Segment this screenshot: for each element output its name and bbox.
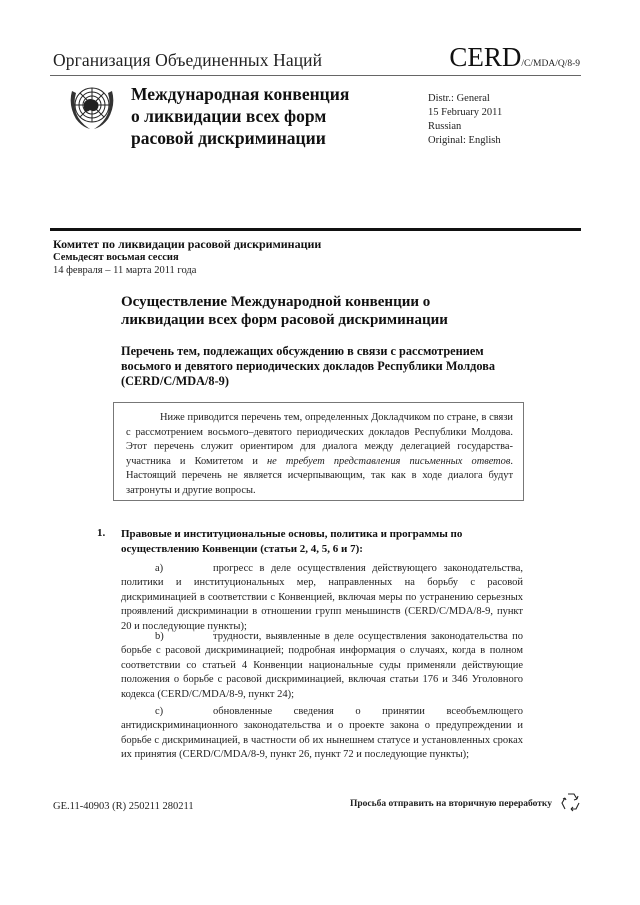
header-rule <box>50 75 581 76</box>
item-label: b) <box>155 631 164 642</box>
session-name: Семьдесят восьмая сессия <box>53 252 179 263</box>
issue-date: 15 February 2011 <box>428 107 503 118</box>
symbol-suffix: /C/MDA/Q/8-9 <box>521 59 580 69</box>
un-emblem-icon <box>64 79 120 135</box>
document-title: Осуществление Международной конвенции о ликвидации всех форм расовой дискриминации <box>121 294 448 328</box>
section-rule <box>50 228 581 231</box>
item-label: c) <box>155 706 164 717</box>
item-text: трудности, выявленные в деле осуществления законодательства по борьбе с расовой дискриминацией; подробная информация о случаях, когда в полном соответствии со статьей 4 Конвенции национальные суды применяли действующие положения о борьбе с расовой дискриминацией, включая статьи 176 и 346 Уголовного кодекса (CERD/C/MDA/8-9, пункт 24); <box>121 631 523 700</box>
convention-title-line: о ликвидации всех форм <box>131 106 327 126</box>
list-item <box>121 562 523 634</box>
original-language: Original: English <box>428 135 501 146</box>
language: Russian <box>428 121 462 132</box>
recycle-note: Просьба отправить на вторичную переработку <box>350 799 552 809</box>
introductory-note-box <box>113 402 524 501</box>
distribution-block <box>428 92 502 148</box>
recycle-icon <box>561 791 581 813</box>
convention-title-line: Международная конвенция <box>131 84 350 104</box>
section-title: Правовые и институциональные основы, политика и программы по осуществлению Конвенции (статьи 2, 4, 5, 6 и 7): <box>121 528 463 555</box>
list-item <box>121 705 523 763</box>
convention-title-line: расовой дискриминации <box>131 128 326 148</box>
document-symbol <box>449 42 580 73</box>
distr-label: Distr.: General <box>428 93 490 104</box>
item-text: прогресс в деле осуществления действующего законодательства, политики и институциональных мер, направленных на борьбу с расовой дискриминацией в соответствии с Конвенцией, включая меры по устранению серьезных проявлений дискриминации в отношении групп меньшинств (CERD/C/MDA/8-9, пункт 20 и последующие пункты); <box>121 563 523 632</box>
list-item <box>121 630 523 702</box>
item-text: обновленные сведения о принятии всеобъемлющего антидискриминационного законодательства и о проекте закона о предупреждении и борьбе с дискриминацией, в частности об их нынешнем статусе и установленных сроках их принятия (CERD/C/MDA/8-9, пункт 26, пункт 72 и последующие пункты); <box>121 706 523 761</box>
session-dates: 14 февраля – 11 марта 2011 года <box>53 265 197 276</box>
committee-name: Комитет по ликвидации расовой дискриминации <box>53 237 322 251</box>
convention-title <box>131 83 349 149</box>
document-subtitle: Перечень тем, подлежащих обсуждению в связи с рассмотрением восьмого и девятого периодических докладов Республики Молдова (CERD/C/MDA/8-9) <box>121 344 496 388</box>
item-label: a) <box>155 563 164 574</box>
note-italic-text: не требует представления письменных ответов <box>267 455 511 467</box>
symbol-main: CERD <box>449 42 522 72</box>
note-text-end: . Настоящий перечень не является исчерпывающим, так как в ходе диалога будут затронуты и другие вопросы. <box>126 455 513 496</box>
organization-name: Организация Объединенных Наций <box>53 50 323 70</box>
note-text: Ниже приводится перечень тем, определенных Докладчиком по стране, в связи с рассмотрением восьмого–девятого периодических докладов Республики Молдова. Этот перечень служит ориентиром для диалога между делегацией государства-участника и Комитетом и <box>126 412 513 467</box>
section-number: 1. <box>97 527 106 539</box>
job-code: GE.11-40903 (R) 250211 280211 <box>53 801 194 812</box>
